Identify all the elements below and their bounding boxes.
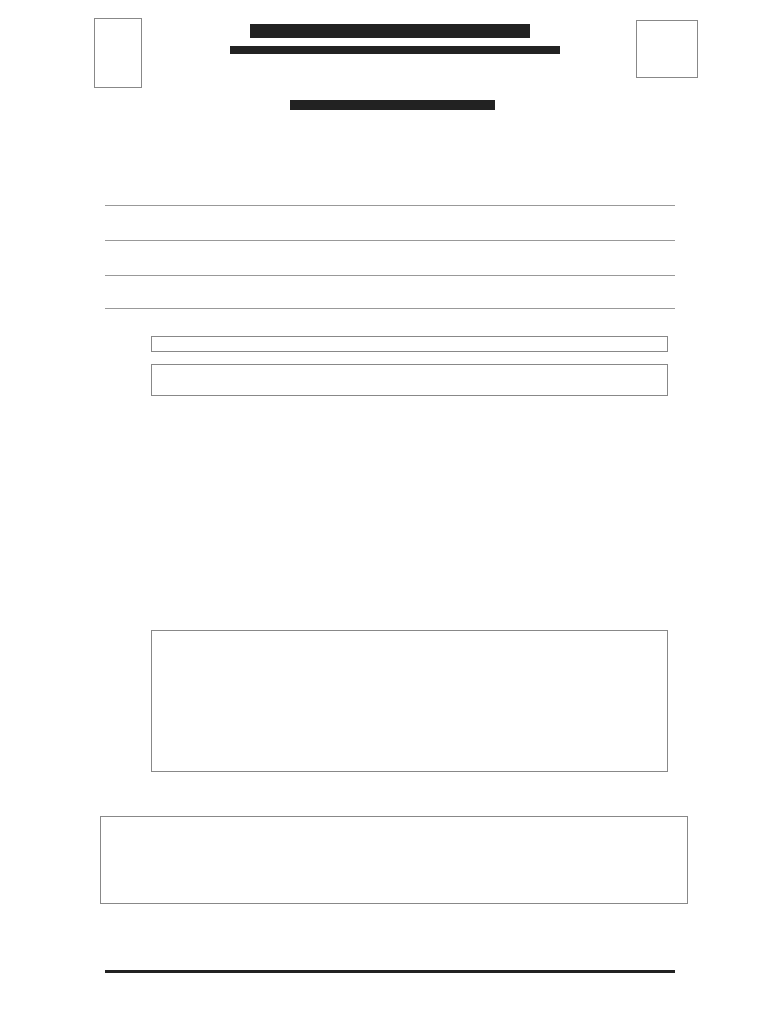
logo-left [94,18,142,88]
justification-box[interactable] [100,816,688,904]
evaluators-grid [151,630,668,772]
form-title-bar [290,100,495,110]
option-field[interactable] [151,336,668,352]
title-field[interactable] [151,364,668,396]
footer-rule [105,970,675,973]
header-subtitle-bar [230,46,560,54]
student-rule [105,240,675,241]
student-rule [105,308,675,309]
header-title-bar [250,24,530,38]
student-rule [105,205,675,206]
logo-right [636,20,698,78]
student-rule [105,275,675,276]
